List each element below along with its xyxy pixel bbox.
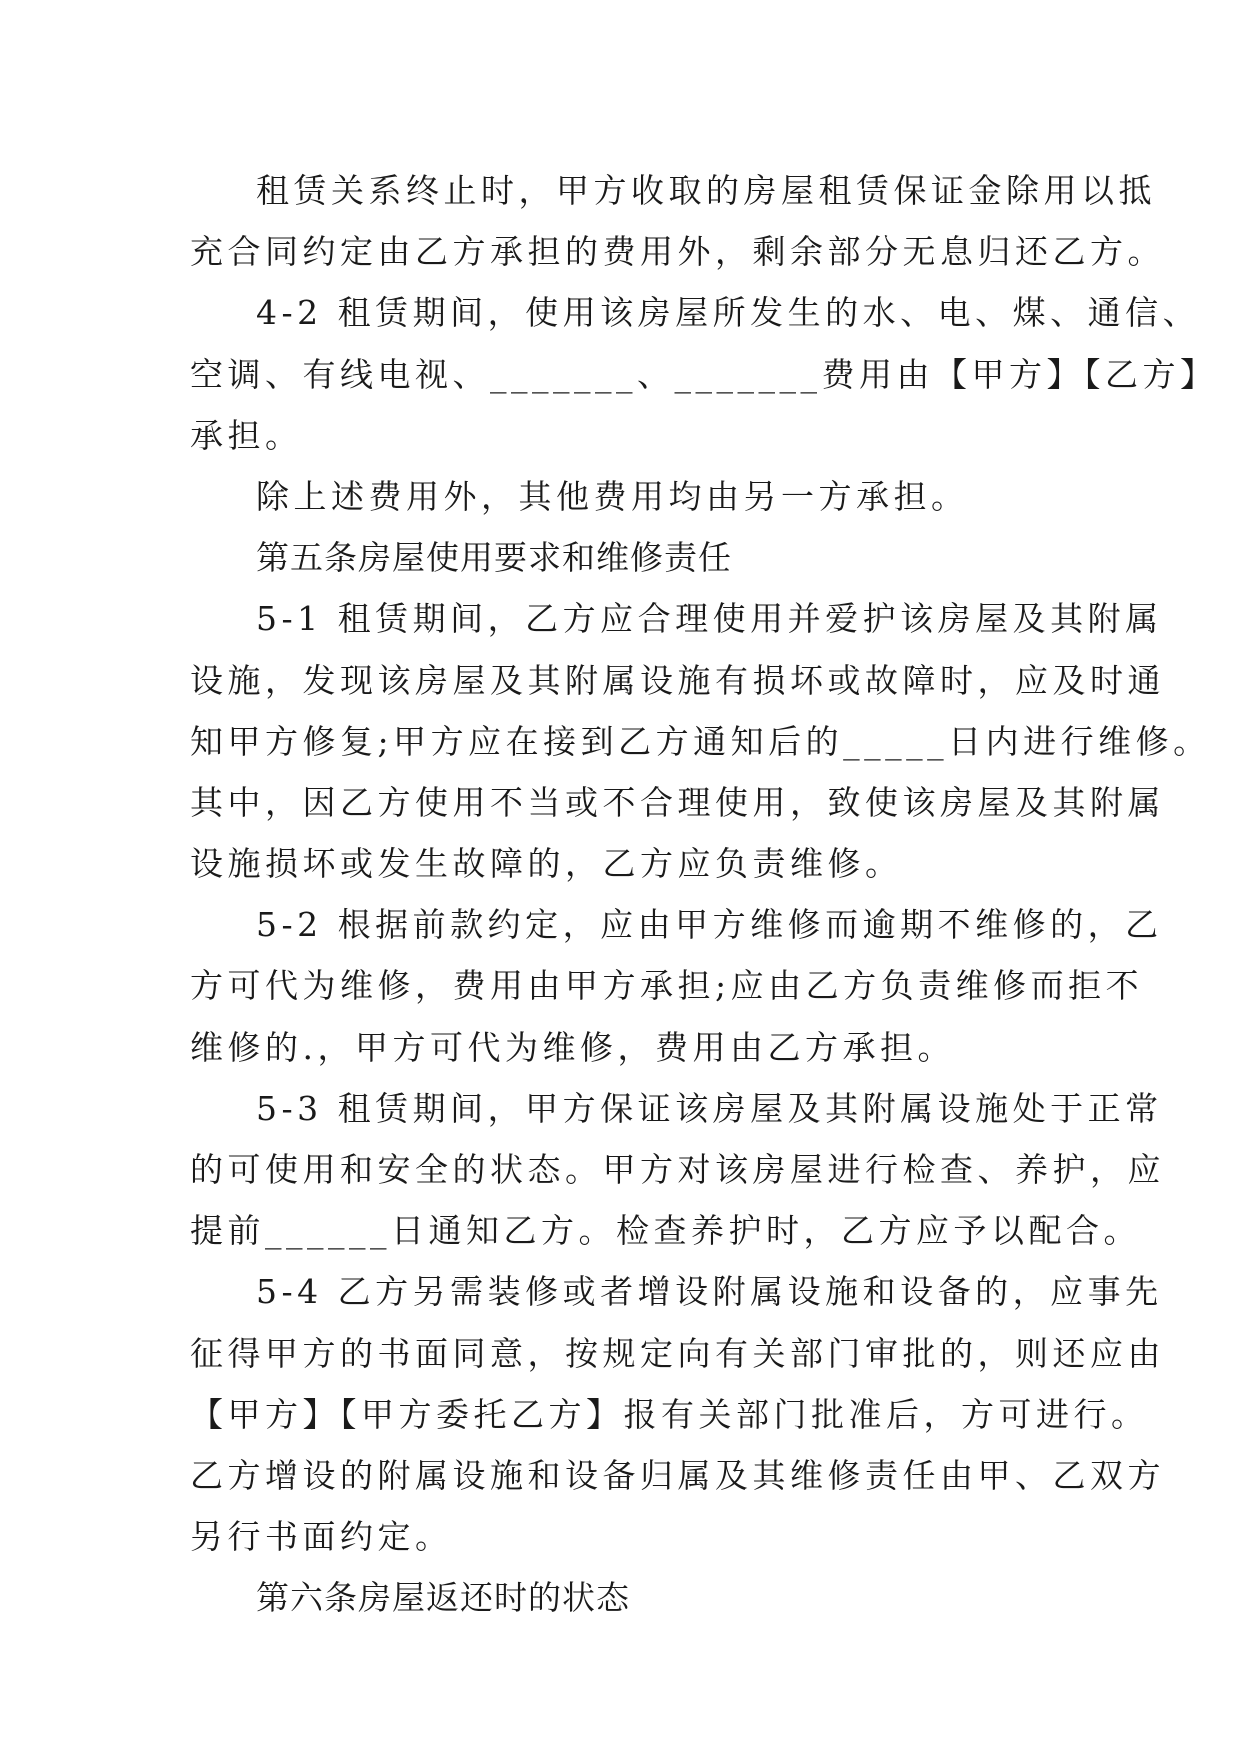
section-heading: 第六条房屋返还时的状态 — [256, 1578, 630, 1618]
paragraph-line: 维修的.，甲方可代为维修，费用由乙方承担。 — [190, 1027, 955, 1067]
paragraph-line: 【甲方】【甲方委托乙方】报有关部门批准后，方可进行。 — [190, 1394, 1149, 1434]
document-body — [190, 160, 1218, 1629]
paragraph-line: 5-4 乙方另需装修或者增设附属设施和设备的，应事先 — [256, 1272, 1163, 1312]
paragraph-line: 的可使用和安全的状态。甲方对该房屋进行检查、养护，应 — [190, 1150, 1165, 1189]
paragraph-line: 5-2 根据前款约定，应由甲方维修而逾期不维修的，乙 — [256, 905, 1163, 945]
paragraph-line: 提前______日通知乙方。检查养护时，乙方应予以配合。 — [190, 1211, 1141, 1251]
paragraph-line: 乙方增设的附属设施和设备归属及其维修责任由甲、乙双方 — [190, 1455, 1165, 1495]
paragraph-line: 5-1 租赁期间，乙方应合理使用并爱护该房屋及其附属 — [256, 599, 1163, 639]
paragraph-line: 租赁关系终止时，甲方收取的房屋租赁保证金除用以抵 — [256, 171, 1156, 210]
paragraph-line: 4-2 租赁期间，使用该房屋所发生的水、电、煤、通信、 — [256, 293, 1201, 333]
paragraph-line: 充合同约定由乙方承担的费用外，剩余部分无息归还乙方。 — [190, 232, 1165, 272]
paragraph-line: 除上述费用外，其他费用均由另一方承担。 — [256, 476, 969, 516]
paragraph-line: 征得甲方的书面同意，按规定向有关部门审批的，则还应由 — [190, 1333, 1165, 1373]
paragraph-line: 知甲方修复;甲方应在接到乙方通知后的_____日内进行维修。 — [190, 721, 1211, 761]
paragraph-line: 方可代为维修，费用由甲方承担;应由乙方负责维修而拒不 — [190, 966, 1144, 1006]
paragraph-line: 5-3 租赁期间，甲方保证该房屋及其附属设施处于正常 — [256, 1088, 1163, 1128]
section-heading: 第五条房屋使用要求和维修责任 — [256, 538, 732, 578]
paragraph-line: 其中，因乙方使用不当或不合理使用，致使该房屋及其附属 — [190, 782, 1165, 822]
paragraph-line: 另行书面约定。 — [190, 1517, 453, 1557]
paragraph-line: 空调、有线电视、_______、_______费用由【甲方】【乙方】 — [190, 354, 1218, 394]
paragraph-line: 承担。 — [190, 415, 303, 455]
paragraph-line: 设施，发现该房屋及其附属设施有损坏或故障时，应及时通 — [190, 660, 1165, 700]
paragraph-line: 设施损坏或发生故障的，乙方应负责维修。 — [190, 844, 903, 884]
